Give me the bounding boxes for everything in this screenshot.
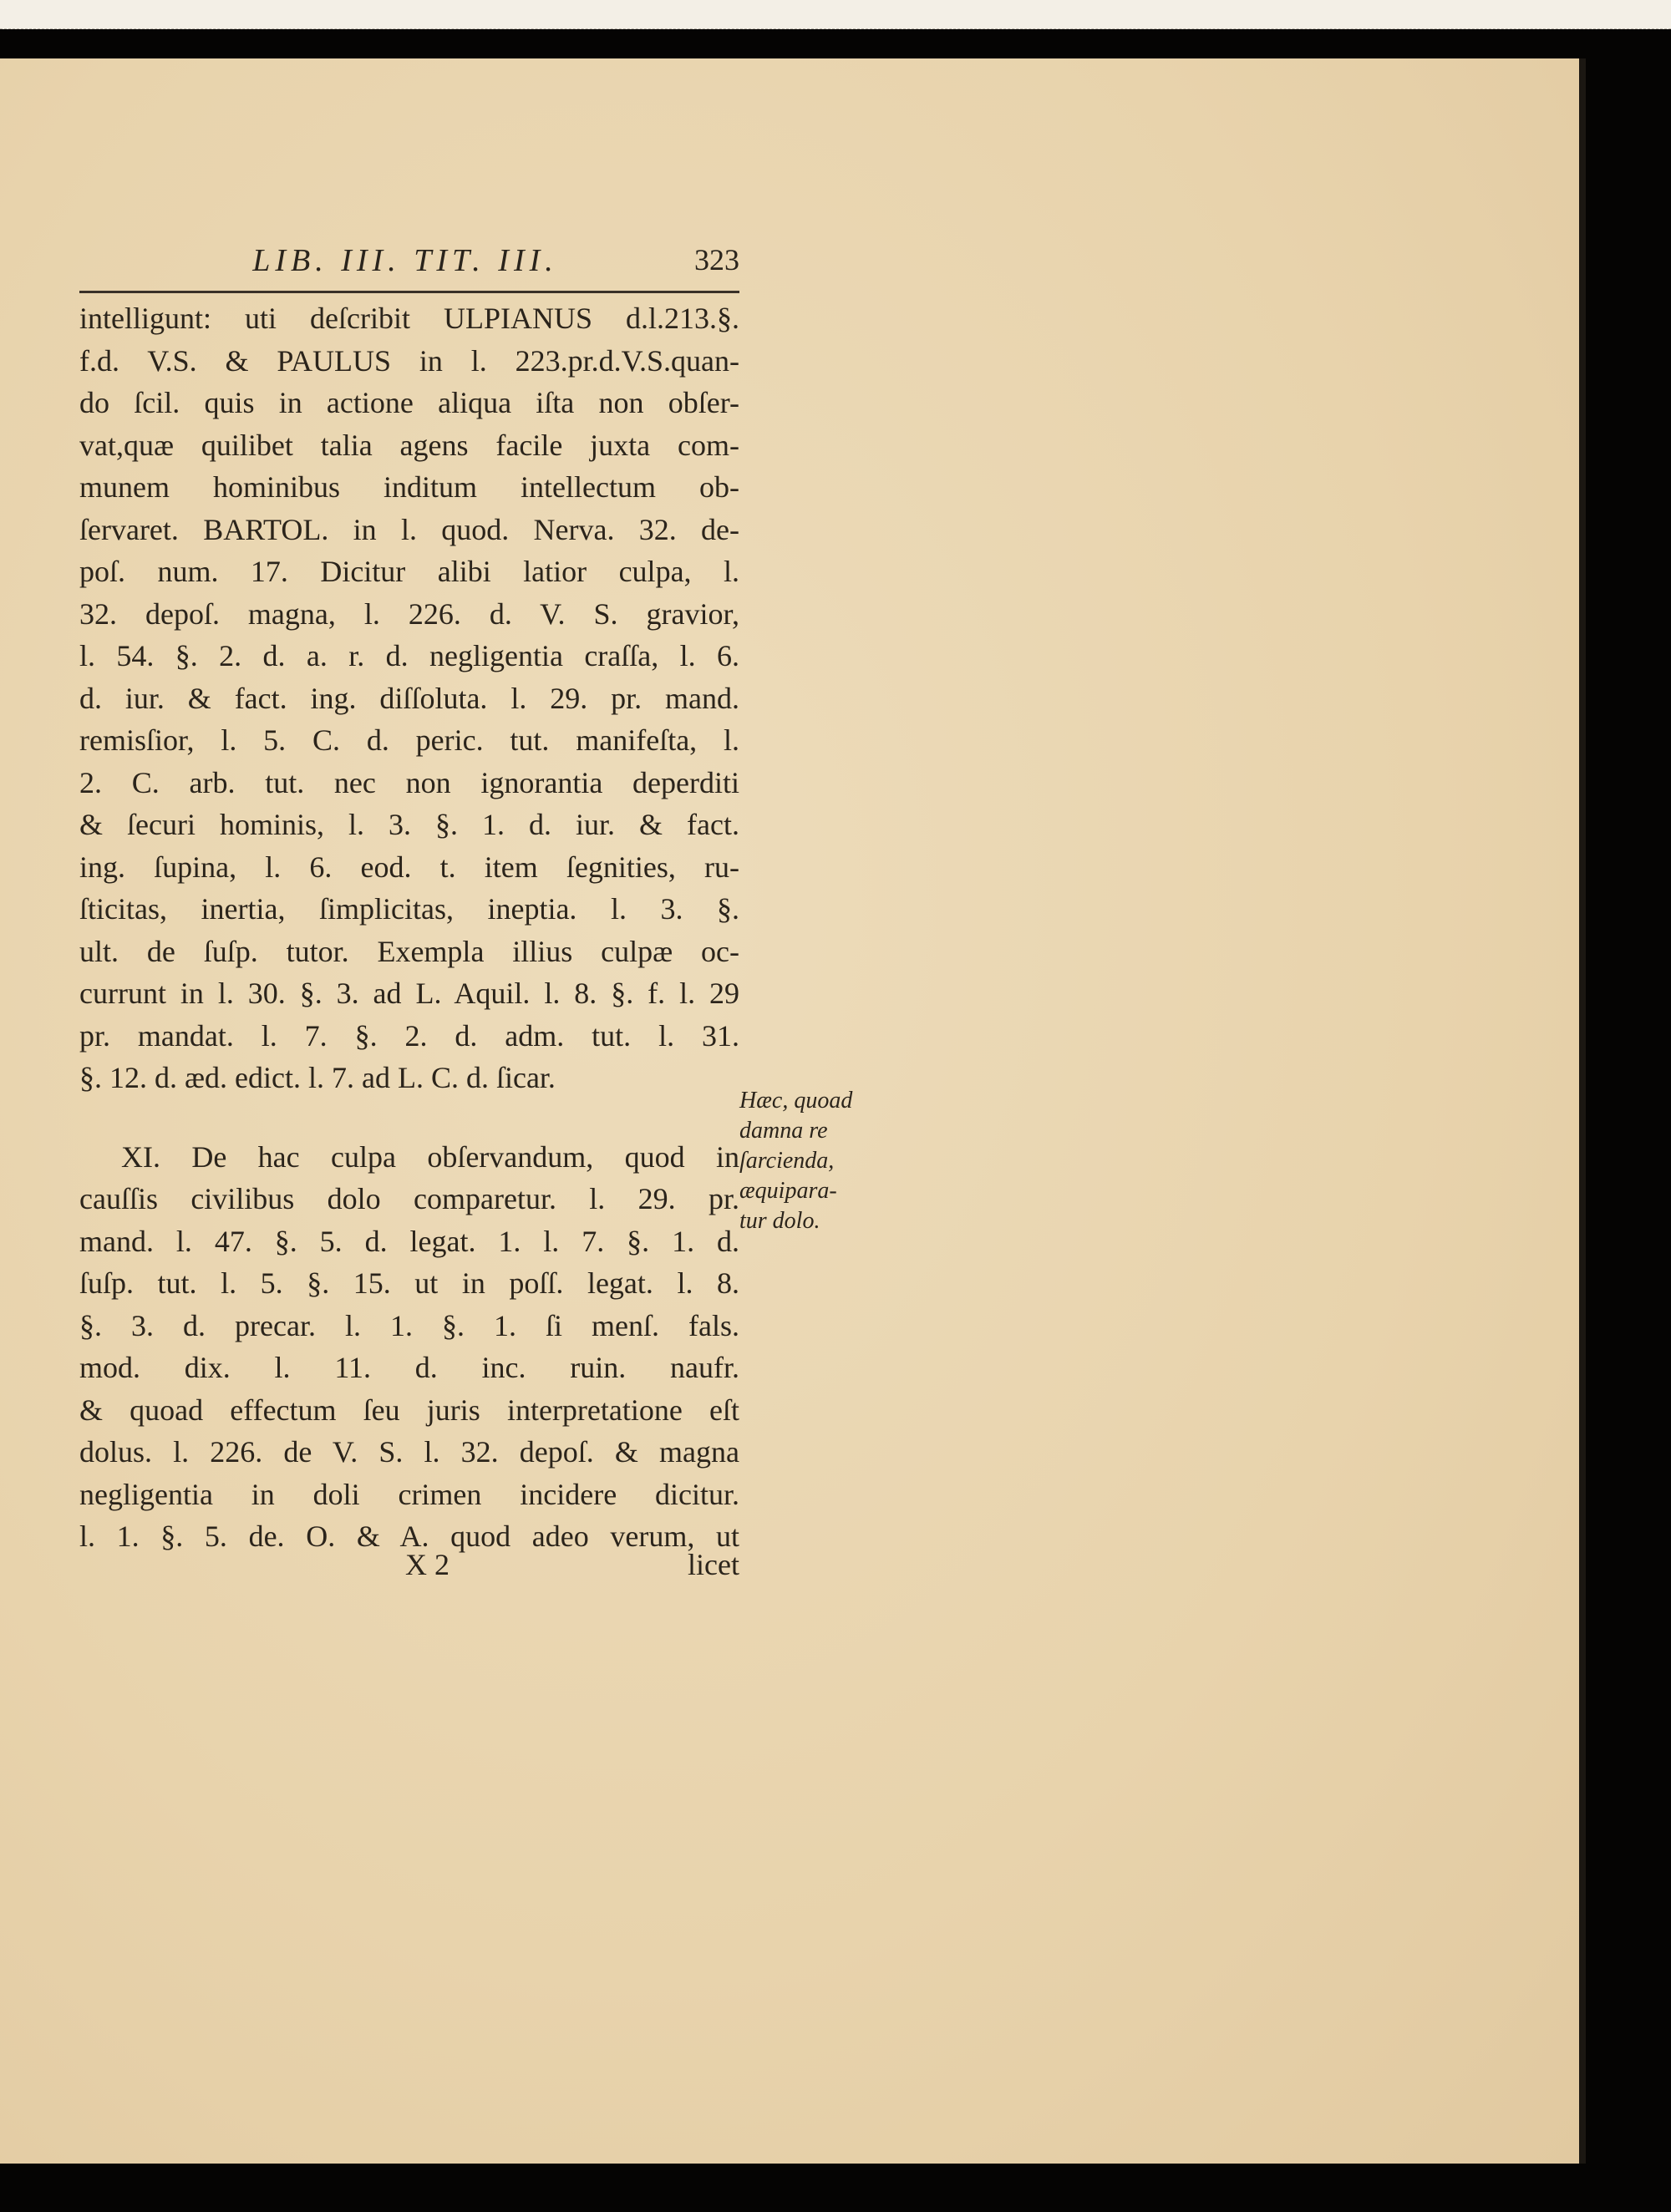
paragraph-2 — [79, 1136, 739, 1558]
text-line: §. 3. d. precar. l. 1. §. 1. ſi menſ. fals. — [79, 1308, 739, 1342]
main-text — [79, 297, 739, 1558]
text-line: negligentia in doli crimen incidere dicitur. — [79, 1477, 739, 1511]
text-line: cauſſis civilibus dolo comparetur. l. 29. pr. — [79, 1182, 739, 1215]
text-line: remisſior, l. 5. C. d. peric. tut. manifeſta, l. — [79, 723, 739, 757]
text-line: currunt in l. 30. §. 3. ad L. Aquil. l. 8. §. f. l. 29 — [79, 977, 739, 1010]
marginal-note-line: tur dolo. — [739, 1208, 820, 1234]
text-line: XI. De hac culpa obſervandum, quod in — [121, 1139, 739, 1174]
marginal-note-line: ſarcienda, — [739, 1148, 835, 1174]
text-line: ing. ſupina, l. 6. eod. t. item ſegnities, ru- — [79, 850, 739, 884]
text-line: pr. mandat. l. 7. §. 2. d. adm. tut. l. 31. — [79, 1018, 739, 1053]
scan-top-strip — [0, 0, 1671, 29]
marginal-note — [739, 1086, 881, 1236]
text-line: ſuſp. tut. l. 5. §. 15. ut in poſſ. legat. l. 8. — [79, 1266, 739, 1300]
text-line: ſervaret. BARTOL. in l. quod. Nerva. 32. de- — [79, 512, 739, 546]
page-number: 323 — [694, 243, 739, 276]
paragraph-1 — [79, 297, 739, 1099]
marginal-note-line: damna re — [739, 1118, 828, 1144]
text-line: §. 12. d. æd. edict. l. 7. ad L. C. d. ſicar. — [79, 1061, 556, 1094]
catchword: licet — [688, 1548, 739, 1581]
marginal-note-line: Hæc, quoad — [739, 1088, 853, 1114]
text-line: intelligunt: uti deſcribit ULPIANUS d.l.213.§. — [79, 302, 739, 335]
text-line: mod. dix. l. 11. d. inc. ruin. naufr. — [79, 1351, 739, 1384]
text-line: & ſecuri hominis, l. 3. §. 1. d. iur. & fact. — [79, 808, 739, 841]
text-line: munem hominibus inditum intellectum ob- — [79, 470, 739, 504]
text-line: 2. C. arb. tut. nec non ignorantia deperditi — [79, 765, 739, 799]
text-line: do ſcil. quis in actione aliqua iſta non obſer- — [79, 386, 739, 419]
text-line: mand. l. 47. §. 5. d. legat. 1. l. 7. §. 1. d. — [79, 1224, 739, 1258]
page-edge-shadow — [1579, 58, 1586, 2164]
text-line: 32. depoſ. magna, l. 226. d. V. S. gravior, — [79, 596, 739, 631]
text-line: vat,quæ quilibet talia agens facile juxta com- — [79, 428, 739, 462]
page-header — [209, 242, 739, 284]
text-line: ſticitas, inertia, ſimplicitas, ineptia. l. 3. §. — [79, 892, 739, 926]
text-line: poſ. num. 17. Dicitur alibi latior culpa, l. — [79, 555, 739, 588]
text-line: & quoad effectum ſeu juris interpretatione eſt — [79, 1393, 739, 1427]
running-title: LIB. III. TIT. III. — [252, 243, 558, 278]
marginal-note-line: æquipara- — [739, 1178, 837, 1204]
paragraph-gap — [79, 1099, 739, 1136]
text-line: ult. de ſuſp. tutor. Exempla illius culpæ oc- — [79, 934, 739, 968]
header-rule — [79, 291, 739, 293]
text-line: dolus. l. 226. de V. S. l. 32. depoſ. & magna — [79, 1435, 739, 1469]
text-line: f.d. V.S. & PAULUS in l. 223.pr.d.V.S.quan- — [79, 343, 739, 378]
text-line: l. 54. §. 2. d. a. r. d. negligentia craſſa, l. 6. — [79, 639, 739, 672]
text-line: l. 1. §. 5. de. O. & A. quod adeo verum, ut — [79, 1519, 739, 1553]
text-line: d. iur. & fact. ing. diſſoluta. l. 29. pr. mand. — [79, 681, 739, 715]
signature-mark: X 2 — [405, 1548, 449, 1581]
